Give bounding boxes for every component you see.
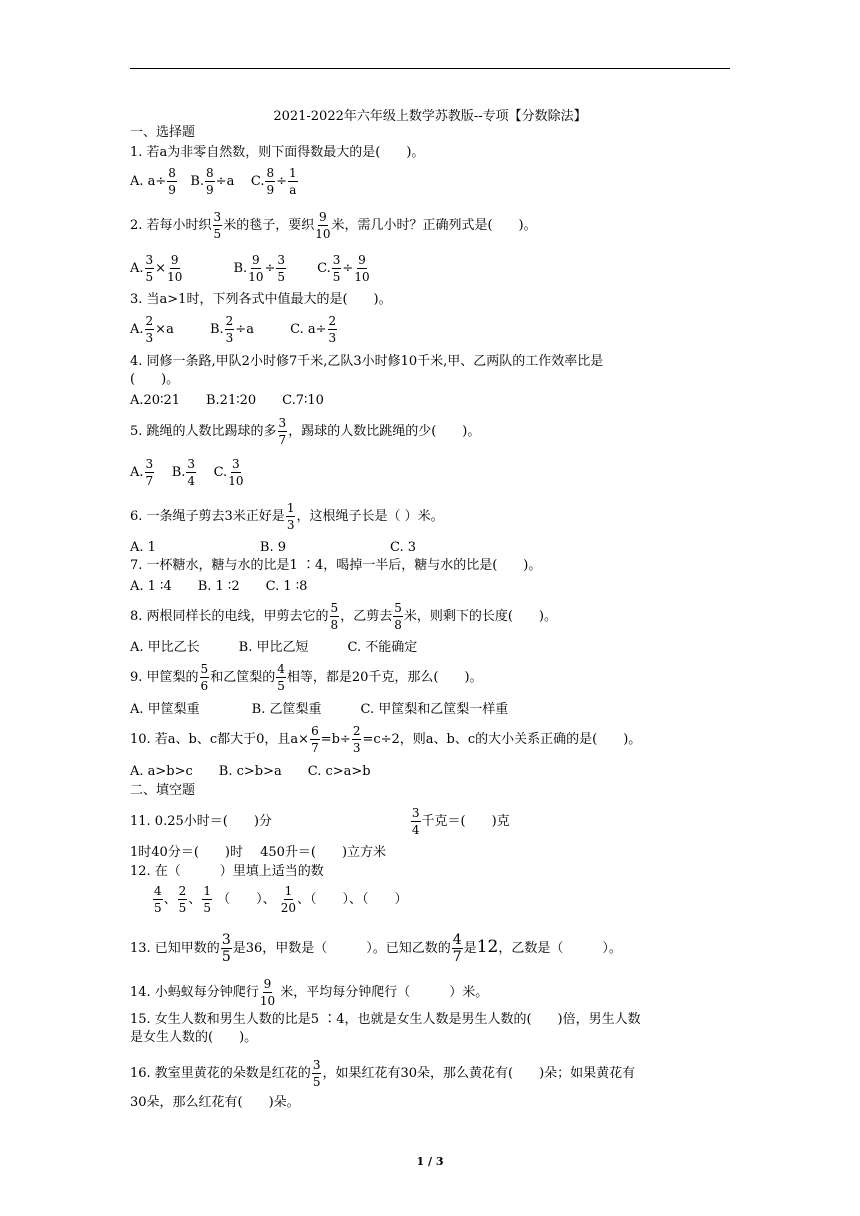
question-8-options: A. 甲比乙长 B. 甲比乙短 C. 不能确定 <box>130 640 418 655</box>
fraction <box>393 601 403 632</box>
fraction <box>281 884 296 915</box>
fraction <box>411 806 421 837</box>
fraction-numerator: 1 <box>286 501 295 515</box>
question-text: 米，平均每分钟爬行（ ）米。 <box>280 985 489 1000</box>
fraction-denominator: 4 <box>411 823 420 837</box>
fraction-denominator: 5 <box>178 901 187 915</box>
fraction <box>178 884 188 915</box>
question-12: 12. 在（ ）里填上适当的数 <box>130 864 324 879</box>
question-text: 5. 跳绳的人数比踢球的多 <box>130 424 277 439</box>
question-text: 、（ ）、（ ） <box>297 892 408 907</box>
fraction-numerator: 3 <box>145 457 154 471</box>
fraction <box>286 501 296 532</box>
fraction <box>225 314 235 345</box>
section-fill-heading: 二、填空题 <box>130 783 196 798</box>
fraction-numerator: 2 <box>352 724 361 738</box>
fraction-denominator: 9 <box>266 183 275 197</box>
fraction <box>213 210 223 241</box>
question-10 <box>130 724 641 755</box>
question-text: ÷ <box>276 174 288 189</box>
question-text: ÷ <box>342 261 354 276</box>
question-text: A. a÷ <box>130 174 167 189</box>
fraction-denominator: 7 <box>278 433 287 447</box>
question-6-options: A. 1 B. 9 C. 3 <box>130 540 417 555</box>
question-15-cont: 是女生人数的( )。 <box>130 1030 258 1045</box>
fraction-numerator: 5 <box>330 601 339 615</box>
question-text: C. <box>250 174 265 189</box>
question-10-options: A. a>b>c B. c>b>a C. c>a>b <box>130 764 371 779</box>
fraction-numerator: 1 <box>203 884 211 898</box>
fraction-denominator: 10 <box>228 474 244 488</box>
question-16-cont: 30朵，那么红花有( )朵。 <box>130 1095 300 1110</box>
fraction-denominator: 8 <box>394 618 402 632</box>
fraction <box>260 977 275 1008</box>
question-9-options: A. 甲筐梨重 B. 乙筐梨重 C. 甲筐梨和乙筐梨一样重 <box>130 702 509 717</box>
fraction-denominator: 5 <box>332 270 341 284</box>
question-3-options <box>130 314 338 345</box>
fraction <box>186 457 196 488</box>
fraction <box>205 166 215 197</box>
fraction <box>330 601 340 632</box>
fraction <box>328 314 338 345</box>
fraction-denominator: 10 <box>315 227 331 241</box>
fraction-denominator: 8 <box>330 618 339 632</box>
question-7: 7. 一杯糖水，糖与水的比是1 ∶4，喝掉一半后，糖与水的比是( )。 <box>130 558 542 573</box>
fraction-denominator: 5 <box>221 949 231 965</box>
question-text: ，这根绳子长是（ ）米。 <box>296 509 444 524</box>
question-text: 6. 一条绳子剪去3米正好是 <box>130 509 285 524</box>
fraction <box>354 253 369 284</box>
question-text: 是 <box>463 941 477 956</box>
fraction-numerator: 8 <box>266 166 275 180</box>
question-text: （ ）、 <box>217 892 276 907</box>
question-text: 2. 若每小时织 <box>130 218 212 233</box>
fraction <box>145 253 155 284</box>
question-text: B. <box>190 174 205 189</box>
fraction <box>145 314 155 345</box>
question-text: ，乙数是（ ）。 <box>498 941 622 956</box>
question-text: ，如果红花有30朵，那么黄花有( )朵；如果黄花有 <box>322 1066 636 1081</box>
fraction <box>153 884 163 915</box>
fraction-numerator: 3 <box>221 932 231 948</box>
question-text: ×a <box>155 322 174 337</box>
question-16 <box>130 1058 635 1089</box>
question-13 <box>130 933 622 964</box>
question-text: 16. 教室里黄花的朵数是红花的 <box>130 1066 311 1081</box>
fraction-denominator: 5 <box>277 679 285 693</box>
fraction <box>312 1058 322 1089</box>
fraction-denominator: 10 <box>248 270 264 284</box>
fraction-numerator: 4 <box>154 884 162 898</box>
question-text: =c÷2，则a、b、c的大小关系正确的是( )。 <box>362 732 642 747</box>
question-text: C. a÷ <box>290 322 327 337</box>
fraction <box>248 253 263 284</box>
question-text: 、 <box>163 892 177 907</box>
question-5 <box>130 416 480 447</box>
fraction-numerator: 9 <box>358 253 366 267</box>
question-text: 、 <box>188 892 202 907</box>
fraction-denominator: 10 <box>259 994 276 1008</box>
question-text: 11. 0.25小时＝( )分 <box>130 814 272 829</box>
question-text: 9. 甲筐梨的 <box>130 670 199 685</box>
question-text: =b÷ <box>320 732 351 747</box>
fraction <box>145 457 155 488</box>
header-rule <box>130 68 730 69</box>
fraction-denominator: 3 <box>286 518 295 532</box>
section-choice-heading: 一、选择题 <box>130 125 196 140</box>
fraction-denominator: 10 <box>167 270 183 284</box>
fraction-denominator: 9 <box>206 183 214 197</box>
question-9 <box>130 662 483 693</box>
question-6 <box>130 501 444 532</box>
fraction-numerator: 2 <box>225 314 234 328</box>
fraction-denominator: 5 <box>154 901 162 915</box>
fraction-denominator: 3 <box>225 331 234 345</box>
fraction-numerator: 2 <box>328 314 337 328</box>
question-11 <box>130 806 510 837</box>
fraction-numerator: 9 <box>319 210 327 224</box>
fraction <box>288 166 298 197</box>
question-text: 米，需几小时？正确列式是( )。 <box>331 218 537 233</box>
question-text: 千克＝( )克 <box>421 814 510 829</box>
question-text: ，乙剪去 <box>340 609 393 624</box>
fraction-denominator: 5 <box>203 901 211 915</box>
question-text: 12 <box>476 937 499 957</box>
question-text: 10. 若a、b、c都大于0，且a× <box>130 732 310 747</box>
fraction <box>452 933 463 964</box>
fraction-denominator: 10 <box>354 270 370 284</box>
fraction-numerator: 2 <box>178 884 187 898</box>
question-4-options: A.20∶21 B.21∶20 C.7∶10 <box>130 393 324 408</box>
fraction-denominator: 9 <box>168 183 176 197</box>
fraction-denominator: 7 <box>311 741 319 755</box>
question-text: × <box>155 261 167 276</box>
fraction-numerator: 9 <box>263 977 272 991</box>
fraction-denominator: 3 <box>352 741 361 755</box>
fraction <box>310 724 320 755</box>
question-3: 3. 当a>1时，下列各式中值最大的是( )。 <box>130 292 392 307</box>
fraction-numerator: 2 <box>145 314 154 328</box>
fraction <box>315 210 330 241</box>
fraction-numerator: 9 <box>252 253 260 267</box>
fraction <box>352 724 362 755</box>
fraction <box>276 253 286 284</box>
question-text: ÷a <box>235 322 254 337</box>
fraction <box>202 884 212 915</box>
fraction-numerator: 3 <box>312 1058 321 1072</box>
question-text: B. <box>209 322 224 337</box>
fraction <box>228 457 243 488</box>
question-text: 是36，甲数是（ ）。已知乙数的 <box>232 941 451 956</box>
question-15: 15. 女生人数和男生人数的比是5 ∶4，也就是女生人数是男生人数的( )倍，男生人数 <box>130 1012 641 1027</box>
fraction-numerator: 3 <box>145 253 154 267</box>
fraction <box>265 166 275 197</box>
question-11-cont: 1时40分＝( )时 450升＝( )立方米 <box>130 845 387 860</box>
question-text: B. <box>171 465 186 480</box>
fraction-denominator: 5 <box>277 270 286 284</box>
question-1-options <box>130 166 299 197</box>
fraction <box>332 253 342 284</box>
fraction-numerator: 3 <box>232 457 240 471</box>
fraction-numerator: 3 <box>213 210 222 224</box>
fraction-denominator: 6 <box>200 679 209 693</box>
fraction-numerator: 3 <box>278 416 287 430</box>
question-8 <box>130 601 557 632</box>
fraction-numerator: 8 <box>206 166 214 180</box>
fraction-numerator: 4 <box>277 662 285 676</box>
fraction-numerator: 1 <box>284 884 293 898</box>
fraction <box>276 662 286 693</box>
question-2 <box>130 210 537 241</box>
question-text: A. <box>130 465 144 480</box>
fraction-numerator: 8 <box>168 166 176 180</box>
fraction-denominator: 20 <box>280 901 297 915</box>
fraction <box>167 253 182 284</box>
fraction-denominator: 5 <box>145 270 154 284</box>
fraction <box>200 662 210 693</box>
question-text: ÷ <box>264 261 276 276</box>
fraction-numerator: 3 <box>411 806 420 820</box>
question-2-options <box>130 253 371 284</box>
document-title: 2021-2022年六年级上数学苏教版--专项【分数除法】 <box>273 109 587 124</box>
question-text: 8. 两根同样长的电线，甲剪去它的 <box>130 609 329 624</box>
question-text: 14. 小蚂蚁每分钟爬行 <box>130 985 259 1000</box>
question-text: B. <box>233 261 248 276</box>
fraction-denominator: 3 <box>328 331 337 345</box>
fraction <box>167 166 177 197</box>
question-12-sequence <box>152 884 408 915</box>
fraction-numerator: 3 <box>187 457 196 471</box>
question-text: A. <box>130 261 144 276</box>
question-1: 1. 若a为非零自然数，则下面得数最大的是( )。 <box>130 145 425 160</box>
question-text: 和乙筐梨的 <box>210 670 276 685</box>
question-14 <box>130 977 488 1008</box>
fraction-numerator: 4 <box>452 932 462 948</box>
question-5-options <box>130 457 244 488</box>
fraction-denominator: 5 <box>213 227 222 241</box>
fraction <box>278 416 288 447</box>
fraction-numerator: 9 <box>170 253 179 267</box>
question-text: C. <box>213 465 228 480</box>
question-4: 4. 同修一条路,甲队2小时修7千米,乙队3小时修10千米,甲、乙两队的工作效率比是 <box>130 354 604 369</box>
fraction-numerator: 5 <box>394 601 402 615</box>
fraction-numerator: 3 <box>277 253 286 267</box>
question-text: ÷a <box>215 174 235 189</box>
question-text: 相等，都是20千克，那么( )。 <box>286 670 483 685</box>
question-text: C. <box>317 261 331 276</box>
fraction-denominator: a <box>289 183 297 197</box>
fraction-numerator: 5 <box>200 662 209 676</box>
question-4-cont: ( )。 <box>130 372 180 387</box>
fraction-denominator: 3 <box>145 331 154 345</box>
question-text: 米，则剩下的长度( )。 <box>403 609 557 624</box>
question-7-options: A. 1 ∶4 B. 1 ∶2 C. 1 ∶8 <box>130 579 308 594</box>
fraction-numerator: 6 <box>311 724 319 738</box>
question-text: A. <box>130 322 144 337</box>
fraction-denominator: 7 <box>145 474 154 488</box>
fraction-denominator: 4 <box>187 474 196 488</box>
fraction-denominator: 5 <box>312 1075 321 1089</box>
question-text: ，踢球的人数比跳绳的少( )。 <box>288 424 481 439</box>
question-text: 米的毯子，要织 <box>223 218 315 233</box>
question-text: 13. 已知甲数的 <box>130 941 220 956</box>
page-number: 1 / 3 <box>416 1155 444 1168</box>
fraction-numerator: 3 <box>332 253 341 267</box>
fraction-denominator: 7 <box>452 949 462 965</box>
fraction-numerator: 1 <box>289 166 297 180</box>
fraction <box>221 933 232 964</box>
